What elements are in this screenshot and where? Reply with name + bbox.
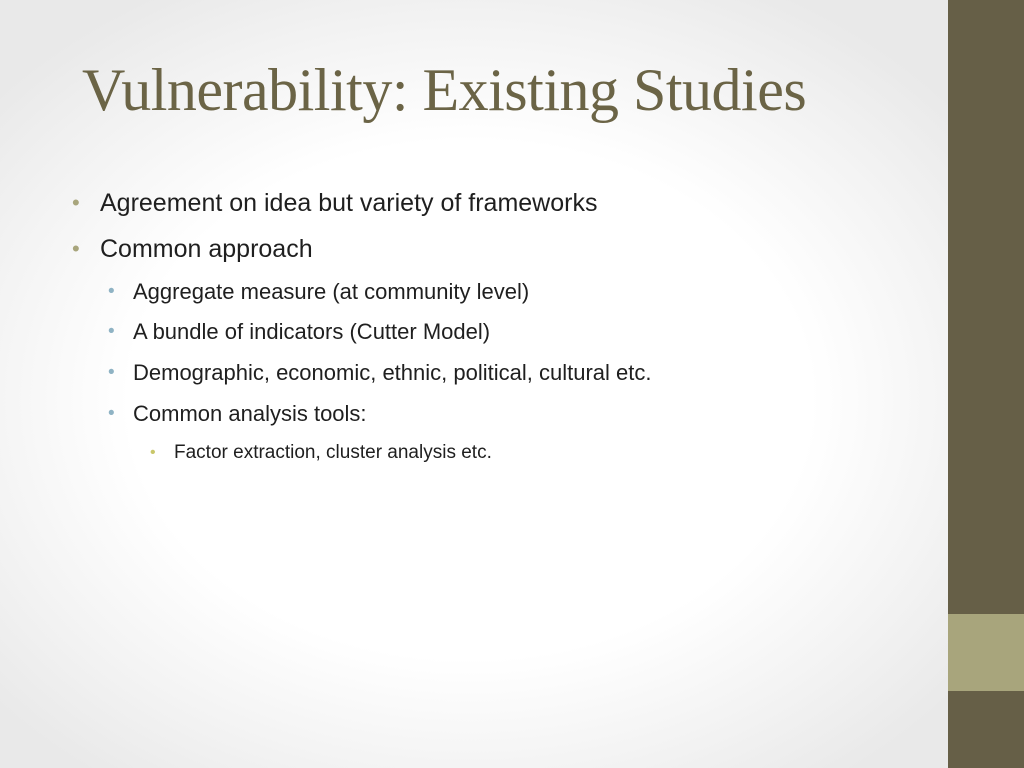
side-accent-block bbox=[948, 614, 1024, 691]
bullet-text: A bundle of indicators (Cutter Model) bbox=[133, 319, 491, 344]
sub-bullet-item bbox=[108, 279, 529, 305]
bullet-item bbox=[72, 234, 313, 264]
bullet-text: Common approach bbox=[100, 235, 313, 263]
bullet-text: Demographic, economic, ethnic, political, cultural etc. bbox=[133, 360, 652, 385]
bullet-marker: • bbox=[108, 403, 115, 424]
sub-bullet-item bbox=[108, 401, 367, 427]
bullet-marker: • bbox=[108, 281, 115, 302]
sub-bullet-item bbox=[108, 319, 490, 345]
bullet-text: Aggregate measure (at community level) bbox=[133, 279, 530, 304]
sub-sub-bullet-item bbox=[150, 441, 492, 464]
bullet-text: Factor extraction, cluster analysis etc. bbox=[174, 442, 492, 463]
slide-title: Vulnerability: Existing Studies bbox=[82, 57, 807, 123]
bullet-marker: • bbox=[108, 362, 115, 383]
bullet-marker: • bbox=[150, 444, 156, 461]
sub-bullet-item bbox=[108, 360, 651, 386]
bullet-text: Common analysis tools: bbox=[133, 401, 367, 426]
bullet-marker: • bbox=[72, 190, 80, 215]
bullet-marker: • bbox=[108, 321, 115, 342]
bullet-item bbox=[72, 188, 597, 218]
bullet-marker: • bbox=[72, 236, 80, 261]
bullet-text: Agreement on idea but variety of frameworks bbox=[100, 189, 598, 217]
